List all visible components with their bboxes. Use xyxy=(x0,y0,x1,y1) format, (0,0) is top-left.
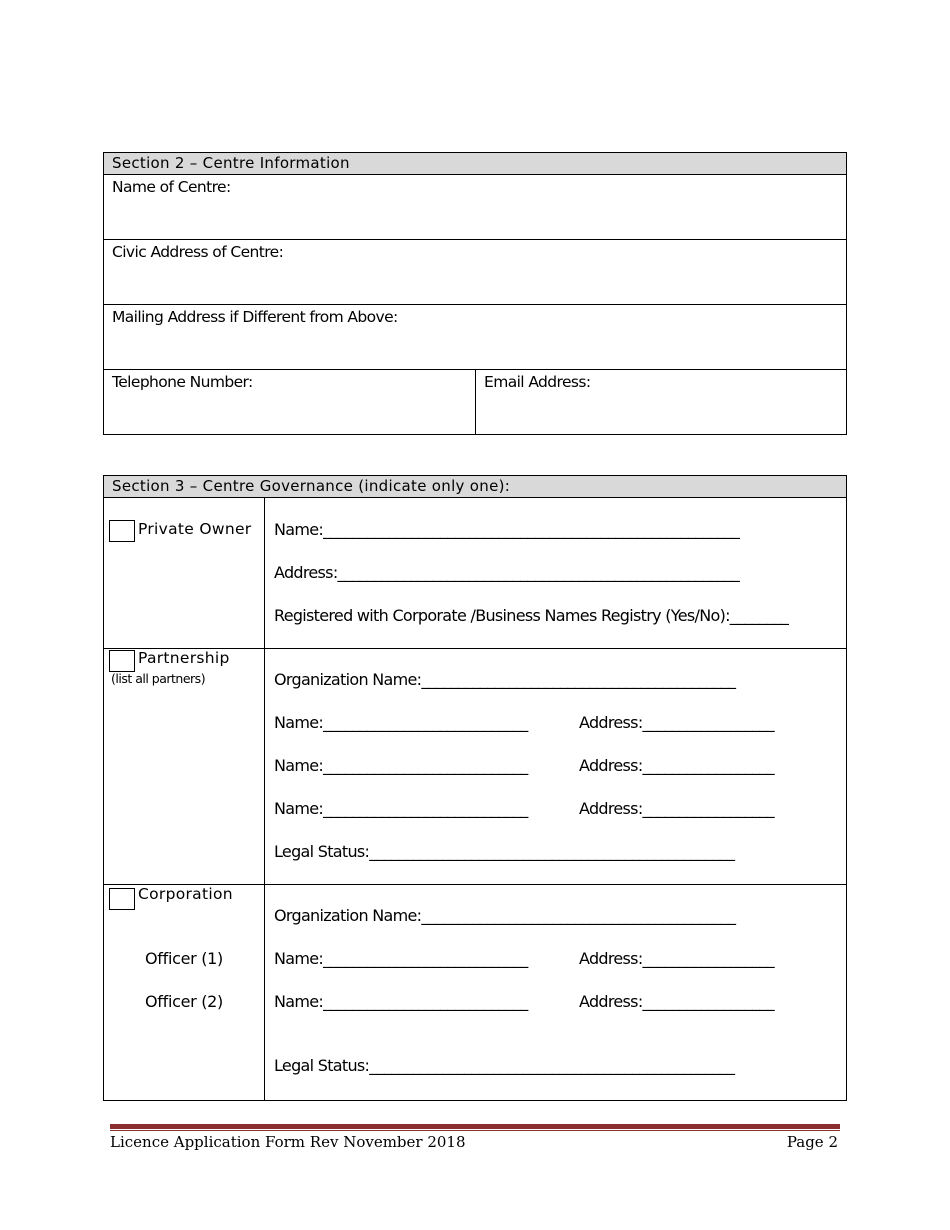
partnership-checkbox[interactable] xyxy=(109,650,135,672)
partnership-org-line[interactable]: Organization Name:___________________________________________ xyxy=(274,670,736,689)
partner-3-name-line[interactable]: Name:____________________________ xyxy=(274,799,528,818)
private-owner-label: Private Owner xyxy=(138,520,252,538)
private-owner-row xyxy=(104,498,846,649)
footer-rule-thick xyxy=(110,1124,840,1129)
partner-2-name-line[interactable]: Name:____________________________ xyxy=(274,756,528,775)
officer-2-address-line[interactable]: Address:__________________ xyxy=(579,992,774,1011)
private-address-line[interactable]: Address:_______________________________________________________ xyxy=(274,563,740,582)
private-name-line[interactable]: Name:_________________________________________________________ xyxy=(274,520,740,539)
partner-1-address-line[interactable]: Address:__________________ xyxy=(579,713,774,732)
private-registered-line[interactable]: Registered with Corporate /Business Names Registry (Yes/No):________ xyxy=(274,606,789,625)
section-2-header: Section 2 – Centre Information xyxy=(104,153,846,175)
section-3-table xyxy=(103,475,847,1101)
partner-2-address-line[interactable]: Address:__________________ xyxy=(579,756,774,775)
officer-2-name-line[interactable]: Name:____________________________ xyxy=(274,992,528,1011)
partner-1-name-line[interactable]: Name:____________________________ xyxy=(274,713,528,732)
corporation-checkbox[interactable] xyxy=(109,888,135,910)
corporation-legal-status-line[interactable]: Legal Status:__________________________________________________ xyxy=(274,1056,735,1075)
officer-1-name-line[interactable]: Name:____________________________ xyxy=(274,949,528,968)
footer-form-title: Licence Application Form Rev November 2018 xyxy=(110,1133,466,1151)
footer-page-number: Page 2 xyxy=(786,1133,838,1151)
officer-1-label: Officer (1) xyxy=(145,949,223,968)
mailing-address-label: Mailing Address if Different from Above: xyxy=(112,308,398,326)
partnership-label: Partnership xyxy=(138,649,230,667)
section-3-header: Section 3 – Centre Governance (indicate only one): xyxy=(104,476,846,498)
telephone-field[interactable] xyxy=(104,370,476,434)
telephone-label: Telephone Number: xyxy=(112,373,253,391)
partnership-row xyxy=(104,649,846,885)
centre-name-label: Name of Centre: xyxy=(112,178,231,196)
officer-2-label: Officer (2) xyxy=(145,992,223,1011)
email-field[interactable] xyxy=(476,370,846,434)
partnership-note: (list all partners) xyxy=(111,671,206,686)
corporation-label: Corporation xyxy=(138,885,233,903)
contact-row xyxy=(104,370,846,434)
corporation-org-line[interactable]: Organization Name:___________________________________________ xyxy=(274,906,736,925)
partner-3-address-line[interactable]: Address:__________________ xyxy=(579,799,774,818)
email-label: Email Address: xyxy=(484,373,591,391)
page-footer xyxy=(110,1133,838,1151)
section-2-table xyxy=(103,152,847,435)
partnership-legal-status-line[interactable]: Legal Status:__________________________________________________ xyxy=(274,842,735,861)
civic-address-label: Civic Address of Centre: xyxy=(112,243,284,261)
centre-name-field[interactable] xyxy=(104,175,846,240)
officer-1-address-line[interactable]: Address:__________________ xyxy=(579,949,774,968)
footer-rule-thin xyxy=(110,1130,840,1131)
private-owner-checkbox[interactable] xyxy=(109,520,135,542)
corporation-row xyxy=(104,885,846,1100)
civic-address-field[interactable] xyxy=(104,240,846,305)
mailing-address-field[interactable] xyxy=(104,305,846,370)
